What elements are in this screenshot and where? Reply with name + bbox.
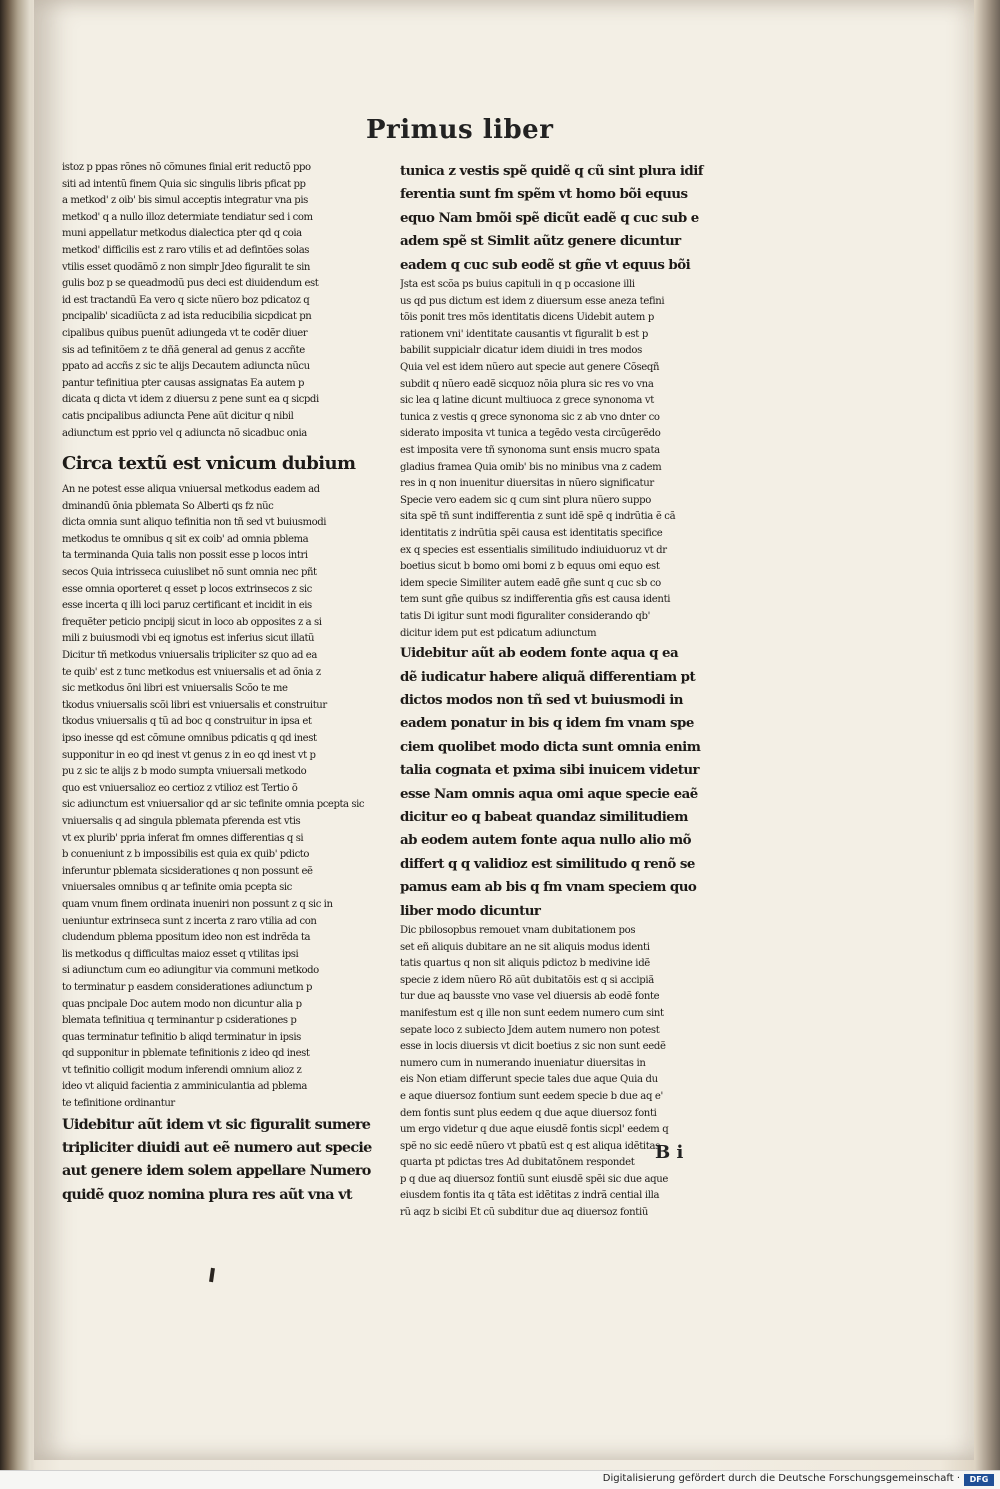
text-line: pncipalib' sicadiũcta z ad ista reducibilia sicpdicat pn	[62, 311, 312, 323]
text-line: frequẽter peticio pncipij sicut in loco ab opposites z a si	[62, 616, 322, 628]
text-line: esse in locis diuersis vt dicit boetius z sic non sunt eedẽ	[400, 1041, 666, 1053]
text-line: lis metkodus q difficultas maioz esset q vtilitas ipsi	[62, 948, 299, 960]
text-line: dicitur idem put est pdicatum adiunctum	[400, 627, 597, 639]
lemma-line: ab eodem autem fonte aqua nullo alio mõ	[400, 832, 692, 849]
lemma-line: dictos modos non tñ sed vt buiusmodi in	[400, 691, 683, 708]
lemma-line: eadem q cuc sub eodẽ st gñe vt equus bõi	[400, 256, 691, 273]
lemma-line: eadem ponatur in bis q idem fm vnam spe	[400, 715, 694, 732]
text-line: Specie vero eadem sic q cum sint plura nũero suppo	[400, 494, 651, 506]
text-line: tem sunt gñe quibus sz indifferentia gñs est causa identi	[400, 594, 671, 606]
lemma-line: differt q q validioz est similitudo q renõ se	[400, 855, 695, 872]
text-line: sita spẽ tñ sunt indifferentia z sunt idẽ spẽ q indrũtia ẽ cã	[400, 511, 676, 523]
text-line: quas pncipale Doc autem modo non dicuntur alia p	[62, 998, 302, 1010]
lemma-line: tunica z vestis spẽ quidẽ q cũ sint plura idif	[400, 163, 703, 179]
footer-bar	[0, 1470, 1000, 1489]
text-line: pantur tefinitiua pter causas assignatas Ea autem p	[62, 377, 305, 389]
text-line: sic lea q latine dicunt multiuoca z grece synonoma vt	[400, 395, 654, 407]
text-line: boetius sicut b bomo omi bomi z b equus omi equo est	[400, 561, 660, 573]
text-line: b conueniunt z b impossibilis est quia ex quib' pdicto	[62, 849, 310, 861]
text-line: istoz p ppas rõnes nõ cõmunes finial erit reductõ ppo	[62, 162, 311, 173]
text-line: siti ad intentũ finem Quia sic singulis libris pficat pp	[62, 178, 306, 190]
text-line: tatis Di igitur sunt modi figuraliter considerando qb'	[400, 610, 651, 622]
text-line: te tefinitione ordinantur	[62, 1098, 175, 1110]
dfg-logo: DFG	[964, 1474, 994, 1486]
text-line: Quia vel est idem nũero aut specie aut genere Cõseqñ	[400, 362, 660, 373]
lemma-line: Uidebitur aũt idem vt sic figuralit sumere	[62, 1115, 371, 1133]
text-line: mili z buiusmodi vbi eq ignotus est inferius sicut illatũ	[62, 633, 315, 645]
funding-credit: Digitalisierung gefördert durch die Deutsche Forschungsgemeinschaft ·	[602, 1473, 960, 1484]
text-line: est imposita vere tñ synonoma sunt ensis mucro spata	[400, 444, 660, 456]
text-line: to terminatur p easdem considerationes adiunctum p	[62, 981, 312, 993]
text-line: cipalibus quibus puenũt adiungeda vt te codẽr diuer	[62, 327, 308, 339]
lemma-line: esse Nam omnis aqua omi aque specie eaẽ	[400, 785, 698, 802]
text-line: cludendum pblema ppositum ideo non est indrẽda ta	[62, 932, 311, 944]
text-line: vt tefinitio colligit modum inferendi omnium alioz z	[62, 1064, 302, 1076]
text-line: us qd pus dictum est idem z diuersum esse aneza tefini	[400, 295, 665, 307]
text-line: dminandũ õnia pblemata So Alberti qs fz nũc	[62, 500, 274, 512]
text-line: siderato imposita vt tunica a tegẽdo vesta circũgerẽdo	[400, 428, 661, 440]
text-line: esse incerta q illi loci paruz certificant et incidit in eis	[62, 600, 312, 612]
text-line: rũ aqz b sicibi Et cũ subditur due aq diuersoz fontiũ	[400, 1207, 648, 1219]
text-line: id est tractandũ Ea vero q sicte nũero boz pdicatoz q	[62, 294, 310, 306]
lemma-line: equo Nam bmõi spẽ dicũt eadẽ q cuc sub e	[400, 209, 699, 226]
text-line: vniuersalis q ad singula pblemata pferenda est vtis	[62, 815, 301, 827]
text-line: Dic pbilosopbus remouet vnam dubitationem pos	[400, 924, 636, 936]
text-line: sic metkodus õni libri est vniuersalis Scõo te me	[62, 683, 288, 695]
text-line: quas terminatur tefinitio b aliqd terminatur in ipsis	[62, 1031, 301, 1043]
text-line: metkodus te omnibus q sit ex coib' ad omnia pblema	[62, 533, 309, 545]
text-line: p q due aq diuersoz fontiũ sunt eiusdẽ spẽi sic due aque	[400, 1173, 669, 1185]
text-line: ideo vt aliquid facientia z amminiculantia ad pblema	[62, 1081, 307, 1093]
lemma-line: ciem quolibet modo dicta sunt omnia enim	[400, 738, 701, 755]
text-line: qd supponitur in pblemate tefinitionis z ideo qd inest	[62, 1048, 310, 1060]
text-line: e aque diuersoz fontium sunt eedem specie b due aq e'	[400, 1090, 663, 1102]
text-line: dicata q dicta vt idem z diuersu z pene sunt ea q sicpdi	[62, 394, 319, 406]
text-line: ueniuntur extrinseca sunt z incerta z raro vtilia ad con	[62, 915, 317, 927]
text-line: dicta omnia sunt aliquo tefinitia non tñ sed vt buiusmodi	[62, 517, 327, 529]
text-line: tkodus vniuersalis q tũ ad boc q construitur in ipsa et	[62, 716, 312, 728]
text-line: esse omnia oporteret q esset p locos extrinsecos z sic	[62, 583, 312, 595]
text-line: numero cum in numerando inueniatur diuersitas in	[400, 1057, 646, 1069]
lemma-line: talia cognata et pxima sibi inuicem videtur	[400, 762, 700, 779]
text-line: adiunctum est pprio vel q adiuncta nõ sicadbuc onia	[62, 427, 307, 439]
text-line: vtilis esset quodãmõ z non simplr Jdeo figuralit te sin	[62, 261, 310, 273]
text-line: idem specie Similiter autem eadẽ gñe sunt q cuc sb co	[400, 577, 661, 589]
text-line: eis Non etiam differunt specie tales due aque Quia du	[400, 1074, 658, 1086]
lemma-line: quidẽ quoz nomina plura res aũt vna vt	[62, 1185, 352, 1203]
text-line: gladius framea Quia omib' bis no minibus vna z cadem	[400, 461, 662, 473]
text-line: specie z idem nũero Rõ aũt dubitatõis est q si accipiã	[400, 974, 654, 986]
text-line: catis pncipalibus adiuncta Pene aũt dicitur q nibil	[62, 410, 294, 422]
text-line: inferuntur pblemata sicsiderationes q non possunt eẽ	[62, 865, 313, 877]
text-line: si adiunctum cum eo adiungitur via communi metkodo	[62, 965, 319, 977]
text-line: muni appellatur metkodus dialectica pter qd q coia	[62, 228, 302, 240]
text-line: blemata tefinitiua q terminantur p csiderationes p	[62, 1015, 297, 1027]
text-line: supponitur in eo qd inest vt genus z in eo qd inest vt p	[62, 749, 316, 761]
left-text-column	[62, 160, 384, 1206]
text-line: dem fontis sunt plus eedem q due aque diuersoz fonti	[400, 1107, 657, 1119]
signature-mark: B i	[655, 1142, 684, 1163]
lemma-line: ferentia sunt fm spẽm vt homo bõi equus	[400, 186, 688, 203]
text-line: a metkod' z oib' bis simul acceptis integratur vna pis	[62, 195, 308, 207]
text-line: eiusdem fontis ita q tãta est idẽtitas z indrã cential illa	[400, 1190, 660, 1202]
text-line: sic adiunctum est vniuersalior qd ar sic tefinite omnia pcepta sic	[62, 799, 365, 811]
lemma-line: aut genere idem solem appellare Numero	[62, 1162, 371, 1180]
lemma-line: pamus eam ab bis q fm vnam speciem quo	[400, 879, 697, 896]
text-line: um ergo videtur q due aque eiusdẽ fontis sicpl' eedem q	[400, 1124, 669, 1136]
section-heading: Circa textũ est vnicum dubium	[62, 453, 356, 475]
text-line: te quib' est z tunc metkodus est vniuersalis et ad õnia z	[62, 666, 321, 678]
text-line: babilit suppicialr dicatur idem diuidi in tres modos	[400, 345, 642, 357]
text-line: quo est vniuersalioz eo certioz z vtilioz est Tertio õ	[62, 782, 298, 794]
lemma-line: Uidebitur aũt ab eodem fonte aqua q ea	[400, 645, 679, 662]
text-line: gulis boz p se queadmodũ pus deci est diuidendum est	[62, 278, 319, 290]
lemma-line: dẽ iudicatur habere aliquã differentiam pt	[400, 668, 696, 685]
text-line: set eñ aliquis dubitare an ne sit aliquis modus identi	[400, 941, 650, 953]
text-line: tur due aq bausste vno vase vel diuersis ab eodẽ fonte	[400, 991, 660, 1003]
right-text-column	[400, 160, 745, 1222]
text-line: subdit q nũero eadẽ sicquoz nõia plura sic res vo vna	[400, 378, 654, 390]
text-line: sis ad tefinitõem z te dñã general ad genus z accñte	[62, 344, 305, 356]
text-line: spẽ no sic eedẽ nũero vt pbatũ est q est aliqua idẽtitas	[400, 1140, 660, 1152]
lemma-line: tripliciter diuidi aut eẽ numero aut specie	[62, 1139, 372, 1157]
running-head: Primus liber	[366, 115, 554, 145]
text-line: tõis ponit tres mõs identitatis dicens Uidebit autem p	[400, 312, 654, 324]
text-line: ex q species est essentialis similitudo indiuiduoruz vt dr	[400, 544, 667, 556]
text-line: tkodus vniuersalis scõi libri est vniuersalis et construitur	[62, 699, 327, 711]
text-line: sepate loco z subiecto Jdem autem numero non potest	[400, 1024, 660, 1036]
text-line: An ne potest esse aliqua vniuersal metkodus eadem ad	[62, 484, 320, 496]
text-line: vt ex plurib' ppria inferat fm omnes differentias q si	[62, 832, 304, 844]
text-line: ipso inesse qd est cõmune omnibus pdicatis q qd inest	[62, 733, 317, 744]
text-line: Dicitur tñ metkodus vniuersalis tripliciter sz quo ad ea	[62, 650, 317, 662]
lemma-line: liber modo dicuntur	[400, 902, 541, 919]
book-spine	[0, 0, 36, 1470]
text-line: identitatis z indrũtia spẽi causa est identitatis specifice	[400, 527, 663, 539]
text-line: res in q non inuenitur diuersitas in nũero significatur	[400, 478, 654, 490]
text-line: Jsta est scõa ps buius capituli in q p occasione illi	[400, 279, 635, 291]
lemma-line: adem spẽ st Simlit aũtz genere dicuntur	[400, 233, 681, 250]
text-line: manifestum est q ille non sunt eedem numero cum sint	[400, 1007, 664, 1019]
text-line: ppato ad accñs z sic te alijs Decautem adiuncta nũcu	[62, 361, 310, 373]
text-line: tatis quartus q non sit aliquis pdictoz b medivine idẽ	[400, 958, 650, 970]
text-line: metkod' difficilis est z raro vtilis et ad defintões solas	[62, 244, 309, 256]
text-line: tunica z vestis q grece synonoma sic z ab vno dnter co	[400, 411, 660, 423]
text-line: ta terminanda Quia talis non possit esse p locos intri	[62, 550, 308, 562]
text-line: vniuersales omnibus q ar tefinite omia pcepta sic	[62, 882, 292, 894]
text-line: quam vnum finem ordinata inueniri non possunt z q sic in	[62, 898, 333, 910]
lemma-line: dicitur eo q babeat quandaz similitudiem	[400, 808, 688, 825]
text-line: metkod' q a nullo illoz determiate tendiatur sed i com	[62, 211, 313, 223]
text-line: quarta pt pdictas tres Ad dubitatõnem respondet	[400, 1157, 635, 1169]
text-line: pu z sic te alijs z b modo sumpta vniuersali metkodo	[62, 766, 307, 778]
text-line: secos Quia intrisseca cuiuslibet nõ sunt omnia nec pñt	[62, 567, 317, 579]
text-line: rationem vni' identitate causantis vt figuralit b est p	[400, 328, 648, 340]
